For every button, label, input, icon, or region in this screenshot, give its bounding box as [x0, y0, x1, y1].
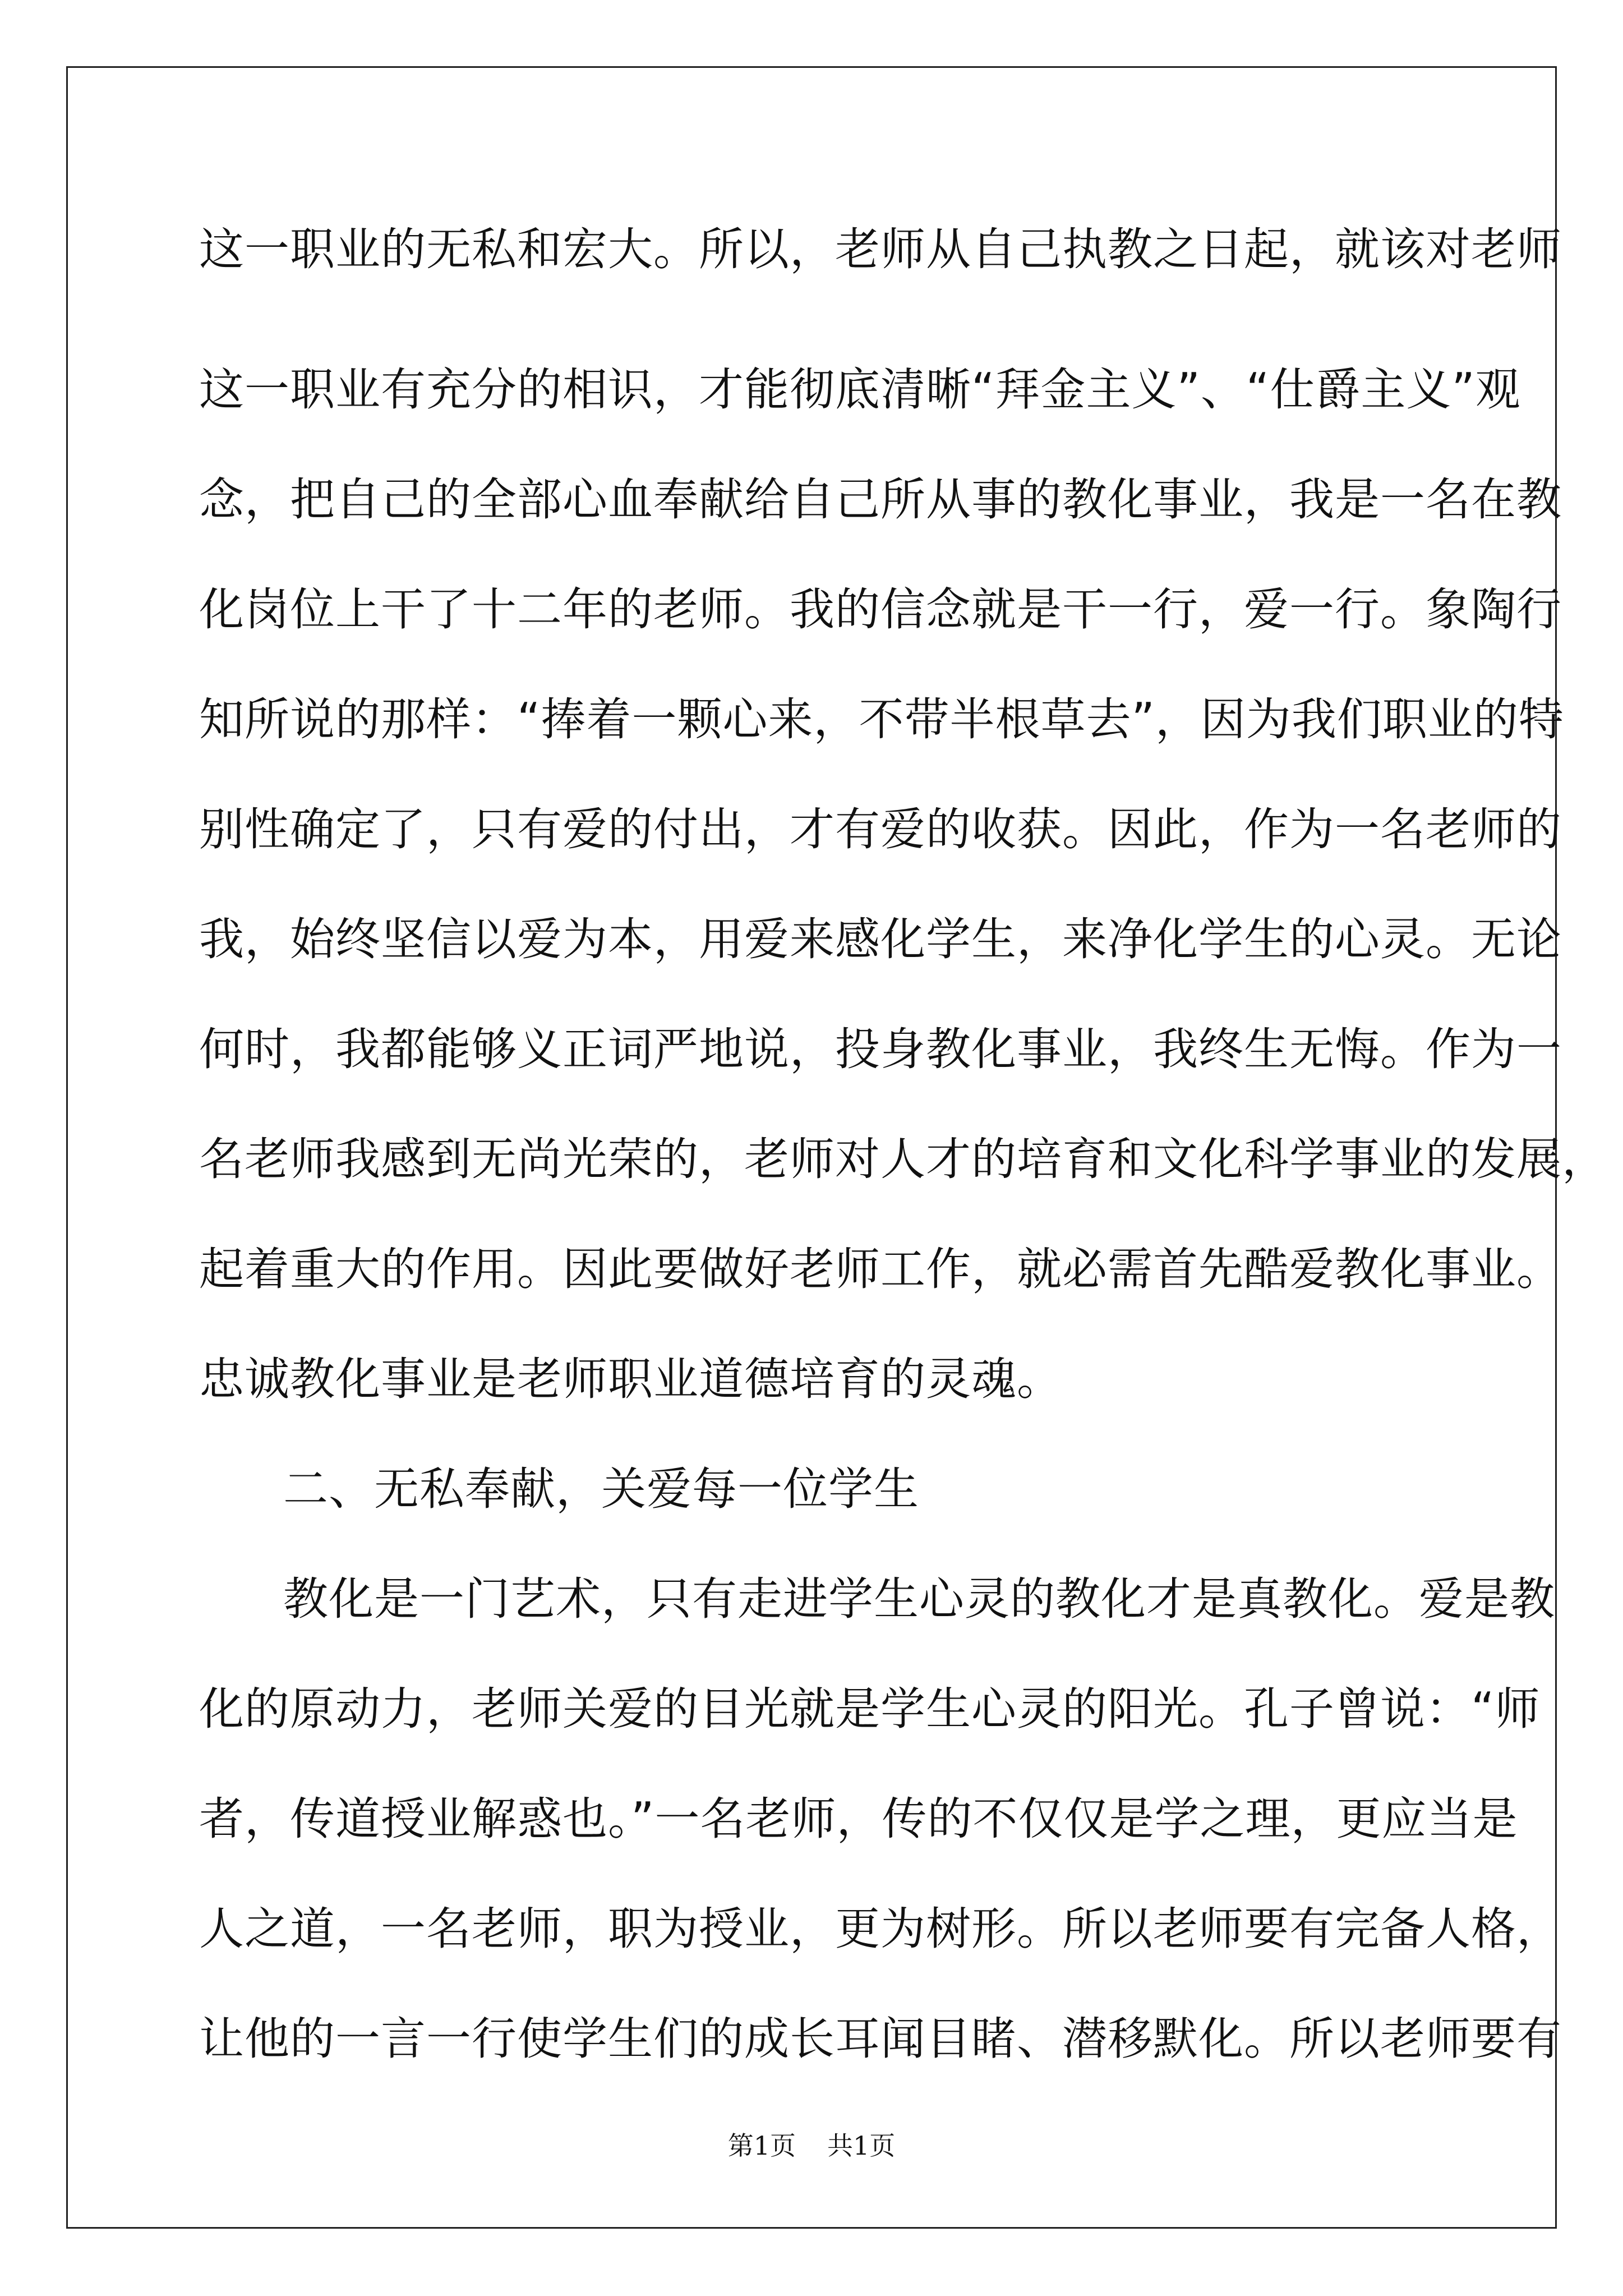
- text-line: 我，始终坚信以爱为本，用爱来感化学生，来净化学生的心灵。无论: [199, 913, 1562, 965]
- text-line: 化岗位上干了十二年的老师。我的信念就是干一行，爱一行。象陶行: [199, 583, 1562, 636]
- text-line: 这一职业有充分的相识，才能彻底清晰“拜金主义”、“仕爵主义”观: [199, 364, 1521, 416]
- text-line: 名老师我感到无尚光荣的，老师对人才的培育和文化科学事业的发展，: [199, 1133, 1607, 1185]
- page-total: 共1页: [827, 2131, 896, 2161]
- text-line: 让他的一言一行使学生们的成长耳闻目睹、潜移默化。所以老师要有: [199, 2013, 1562, 2065]
- text-line: 别性确定了，只有爱的付出，才有爱的收获。因此，作为一名老师的: [199, 803, 1562, 855]
- text-line: 这一职业的无私和宏大。所以，老师从自己执教之日起，就该对老师: [199, 223, 1562, 275]
- section-heading: 二、无私奉献，关爱每一位学生: [283, 1463, 919, 1515]
- text-line: 念，把自己的全部心血奉献给自己所从事的教化事业，我是一名在教: [199, 473, 1562, 526]
- text-line: 者，传道授业解惑也。”一名老师，传的不仅仅是学之理，更应当是: [199, 1793, 1518, 1845]
- text-line: 人之道，一名老师，职为授业，更为树形。所以老师要有完备人格，: [199, 1903, 1562, 1955]
- text-line: 化的原动力，老师关爱的目光就是学生心灵的阳光。孔子曾说：“师: [199, 1683, 1541, 1735]
- text-line: 知所说的那样：“捧着一颗心来，不带半根草去”，因为我们职业的特: [199, 693, 1564, 746]
- text-line: 教化是一门艺术，只有走进学生心灵的教化才是真教化。爱是教: [283, 1573, 1555, 1625]
- document-body: [199, 213, 1607, 2113]
- page-number: 第1页: [727, 2131, 796, 2161]
- text-line: 何时，我都能够义正词严地说，投身教化事业，我终生无悔。作为一: [199, 1023, 1562, 1075]
- page-footer: [0, 2126, 1623, 2165]
- text-line: 忠诚教化事业是老师职业道德培育的灵魂。: [199, 1353, 1062, 1405]
- text-line: 起着重大的作用。因此要做好老师工作，就必需首先酷爱教化事业。: [199, 1243, 1562, 1295]
